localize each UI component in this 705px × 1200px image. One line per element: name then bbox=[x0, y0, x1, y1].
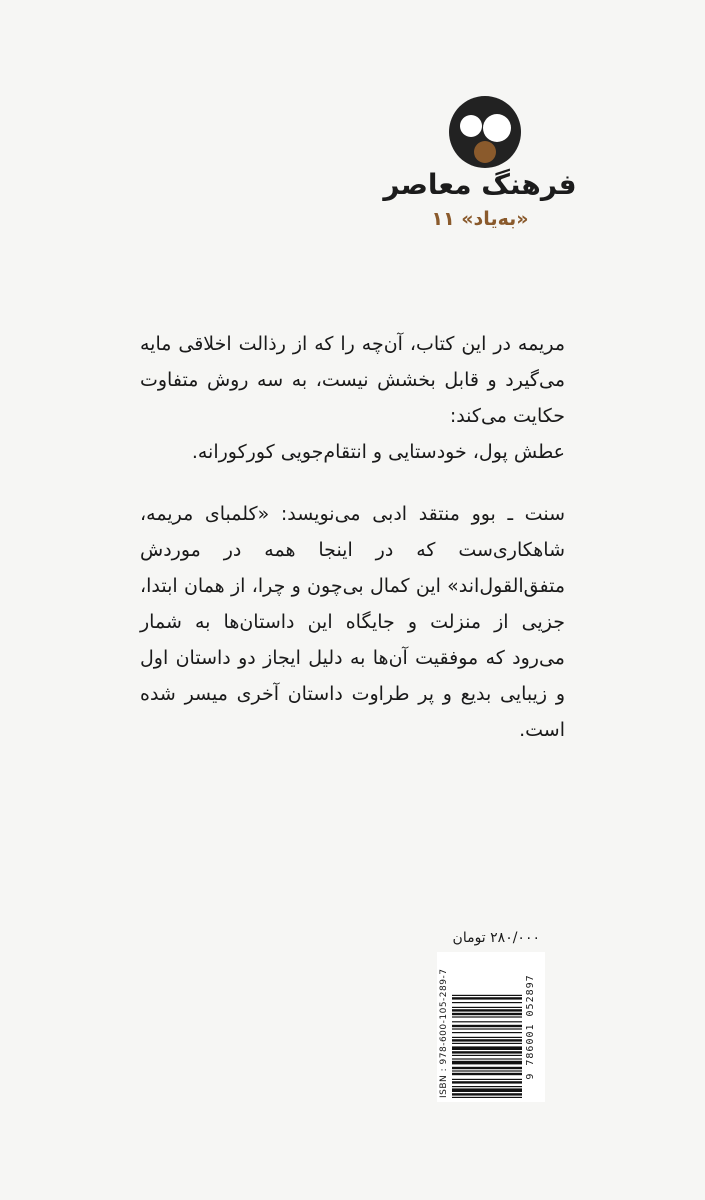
price-label: ۲۸۰/۰۰۰ تومان bbox=[452, 930, 540, 946]
blurb-paragraph-1: مریمه در این کتاب، آن‌چه را که از رذالت اخلاقی مایه می‌گیرد و قابل بخشش نیست، به سه روش متفاوت حکایت می‌کند: bbox=[140, 333, 565, 427]
barcode-bars bbox=[452, 956, 522, 1098]
publisher-logo-icon bbox=[445, 92, 525, 172]
blurb-paragraph-1-list: عطش پول، خودستایی و انتقام‌جویی کورکورانه. bbox=[191, 441, 565, 463]
publisher-name: فرهنگ معاصر bbox=[383, 168, 577, 201]
series-label: «به‌یاد» ۱۱ bbox=[431, 208, 529, 230]
isbn-label: ISBN : 978-600-105-289-7 bbox=[439, 968, 449, 1098]
ean-digits: 9 786001 052897 bbox=[525, 974, 536, 1080]
barcode bbox=[437, 952, 545, 1102]
back-cover-blurb bbox=[140, 326, 565, 748]
blurb-paragraph-2: سنت ـ بوو منتقد ادبی می‌نویسد: «کلمبای مریمه، شاهکاری‌ست که در اینجا همه در موردش متفق‌القول‌اند» این کمال بی‌چون و چرا، از همان ابتدا، جزیی از منزلت و جایگاه این داستان‌ها به شمار می‌رود که موفقیت آن‌ها به دلیل ایجاز دو داستان اول و زیبایی بدیع و پر طراوت داستان آخری میسر شده است. bbox=[140, 503, 565, 741]
